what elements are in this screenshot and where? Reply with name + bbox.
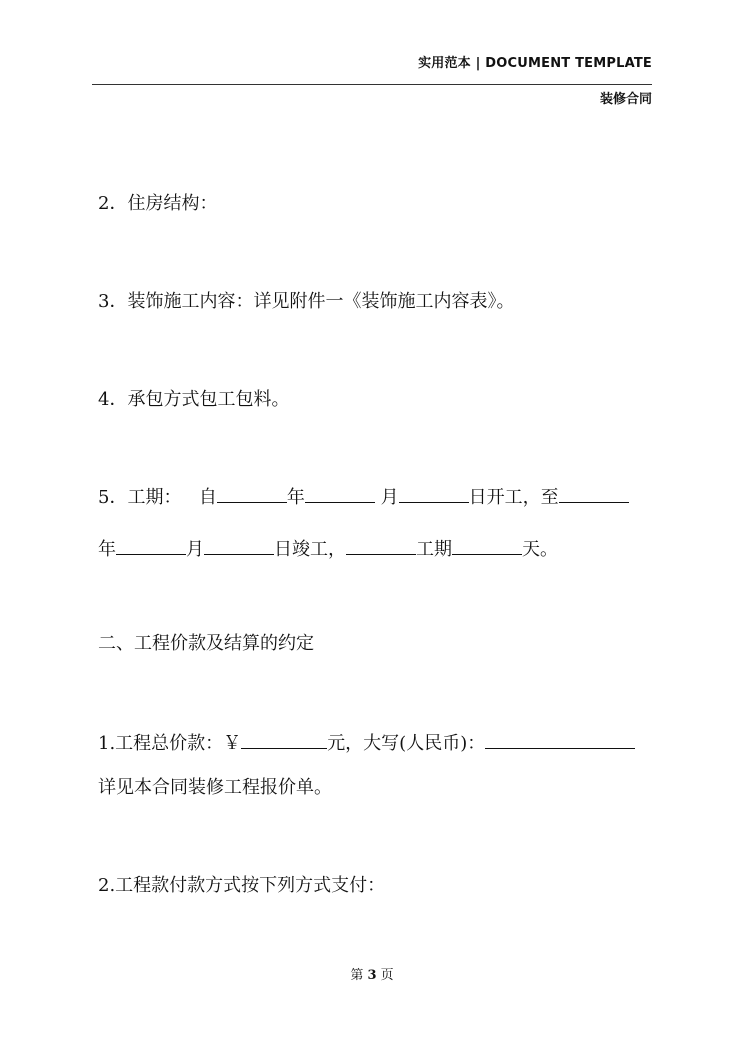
header-divider [92, 84, 652, 85]
period-month2: 月 [186, 539, 204, 560]
period-year: 年 [286, 487, 305, 508]
period-label: 5．工期： [98, 487, 182, 508]
start-month-blank [305, 484, 375, 503]
clause-payment-method: 2.工程款付款方式按下列方式支付： [98, 875, 386, 896]
page-suffix: 页 [380, 968, 394, 983]
price-words-blank [485, 730, 635, 749]
price-label: 1.工程总价款：￥ [98, 733, 242, 754]
end-month-blank [116, 536, 186, 555]
period-duration: 工期 [416, 539, 452, 560]
start-year-blank [217, 484, 287, 503]
duration-blank [346, 536, 416, 555]
clause-decoration-content: 3．装饰施工内容：详见附件一《装饰施工内容表》。 [98, 291, 515, 312]
end-day-blank [204, 536, 274, 555]
page-prefix: 第 [350, 968, 364, 983]
price-unit: 元，大写(人民币)： [327, 733, 486, 754]
end-year-blank [559, 484, 629, 503]
period-days: 天。 [522, 539, 558, 560]
days-blank [452, 536, 522, 555]
clause-construction-period-cont [98, 536, 558, 562]
clause-contract-method: 4．承包方式包工包料。 [98, 389, 290, 410]
period-month: 月 [380, 487, 399, 508]
price-note: 详见本合同装修工程报价单。 [98, 777, 332, 798]
clause-housing-structure: 2．住房结构： [98, 193, 218, 214]
period-from: 自 [198, 487, 217, 508]
period-year2: 年 [98, 539, 116, 560]
start-day-blank [399, 484, 469, 503]
price-amount-blank [241, 730, 327, 749]
clause-construction-period [98, 484, 629, 510]
page-number [0, 964, 744, 983]
period-start: 日开工，至 [468, 487, 559, 508]
document-header-subtitle: 装修合同 [599, 92, 652, 107]
section-two-title: 二、工程价款及结算的约定 [98, 633, 314, 654]
document-header-title: 实用范本 | DOCUMENT TEMPLATE [418, 56, 652, 71]
page-number-value: 3 [367, 968, 377, 983]
period-end: 日竣工， [274, 539, 346, 560]
clause-total-price [98, 730, 635, 756]
